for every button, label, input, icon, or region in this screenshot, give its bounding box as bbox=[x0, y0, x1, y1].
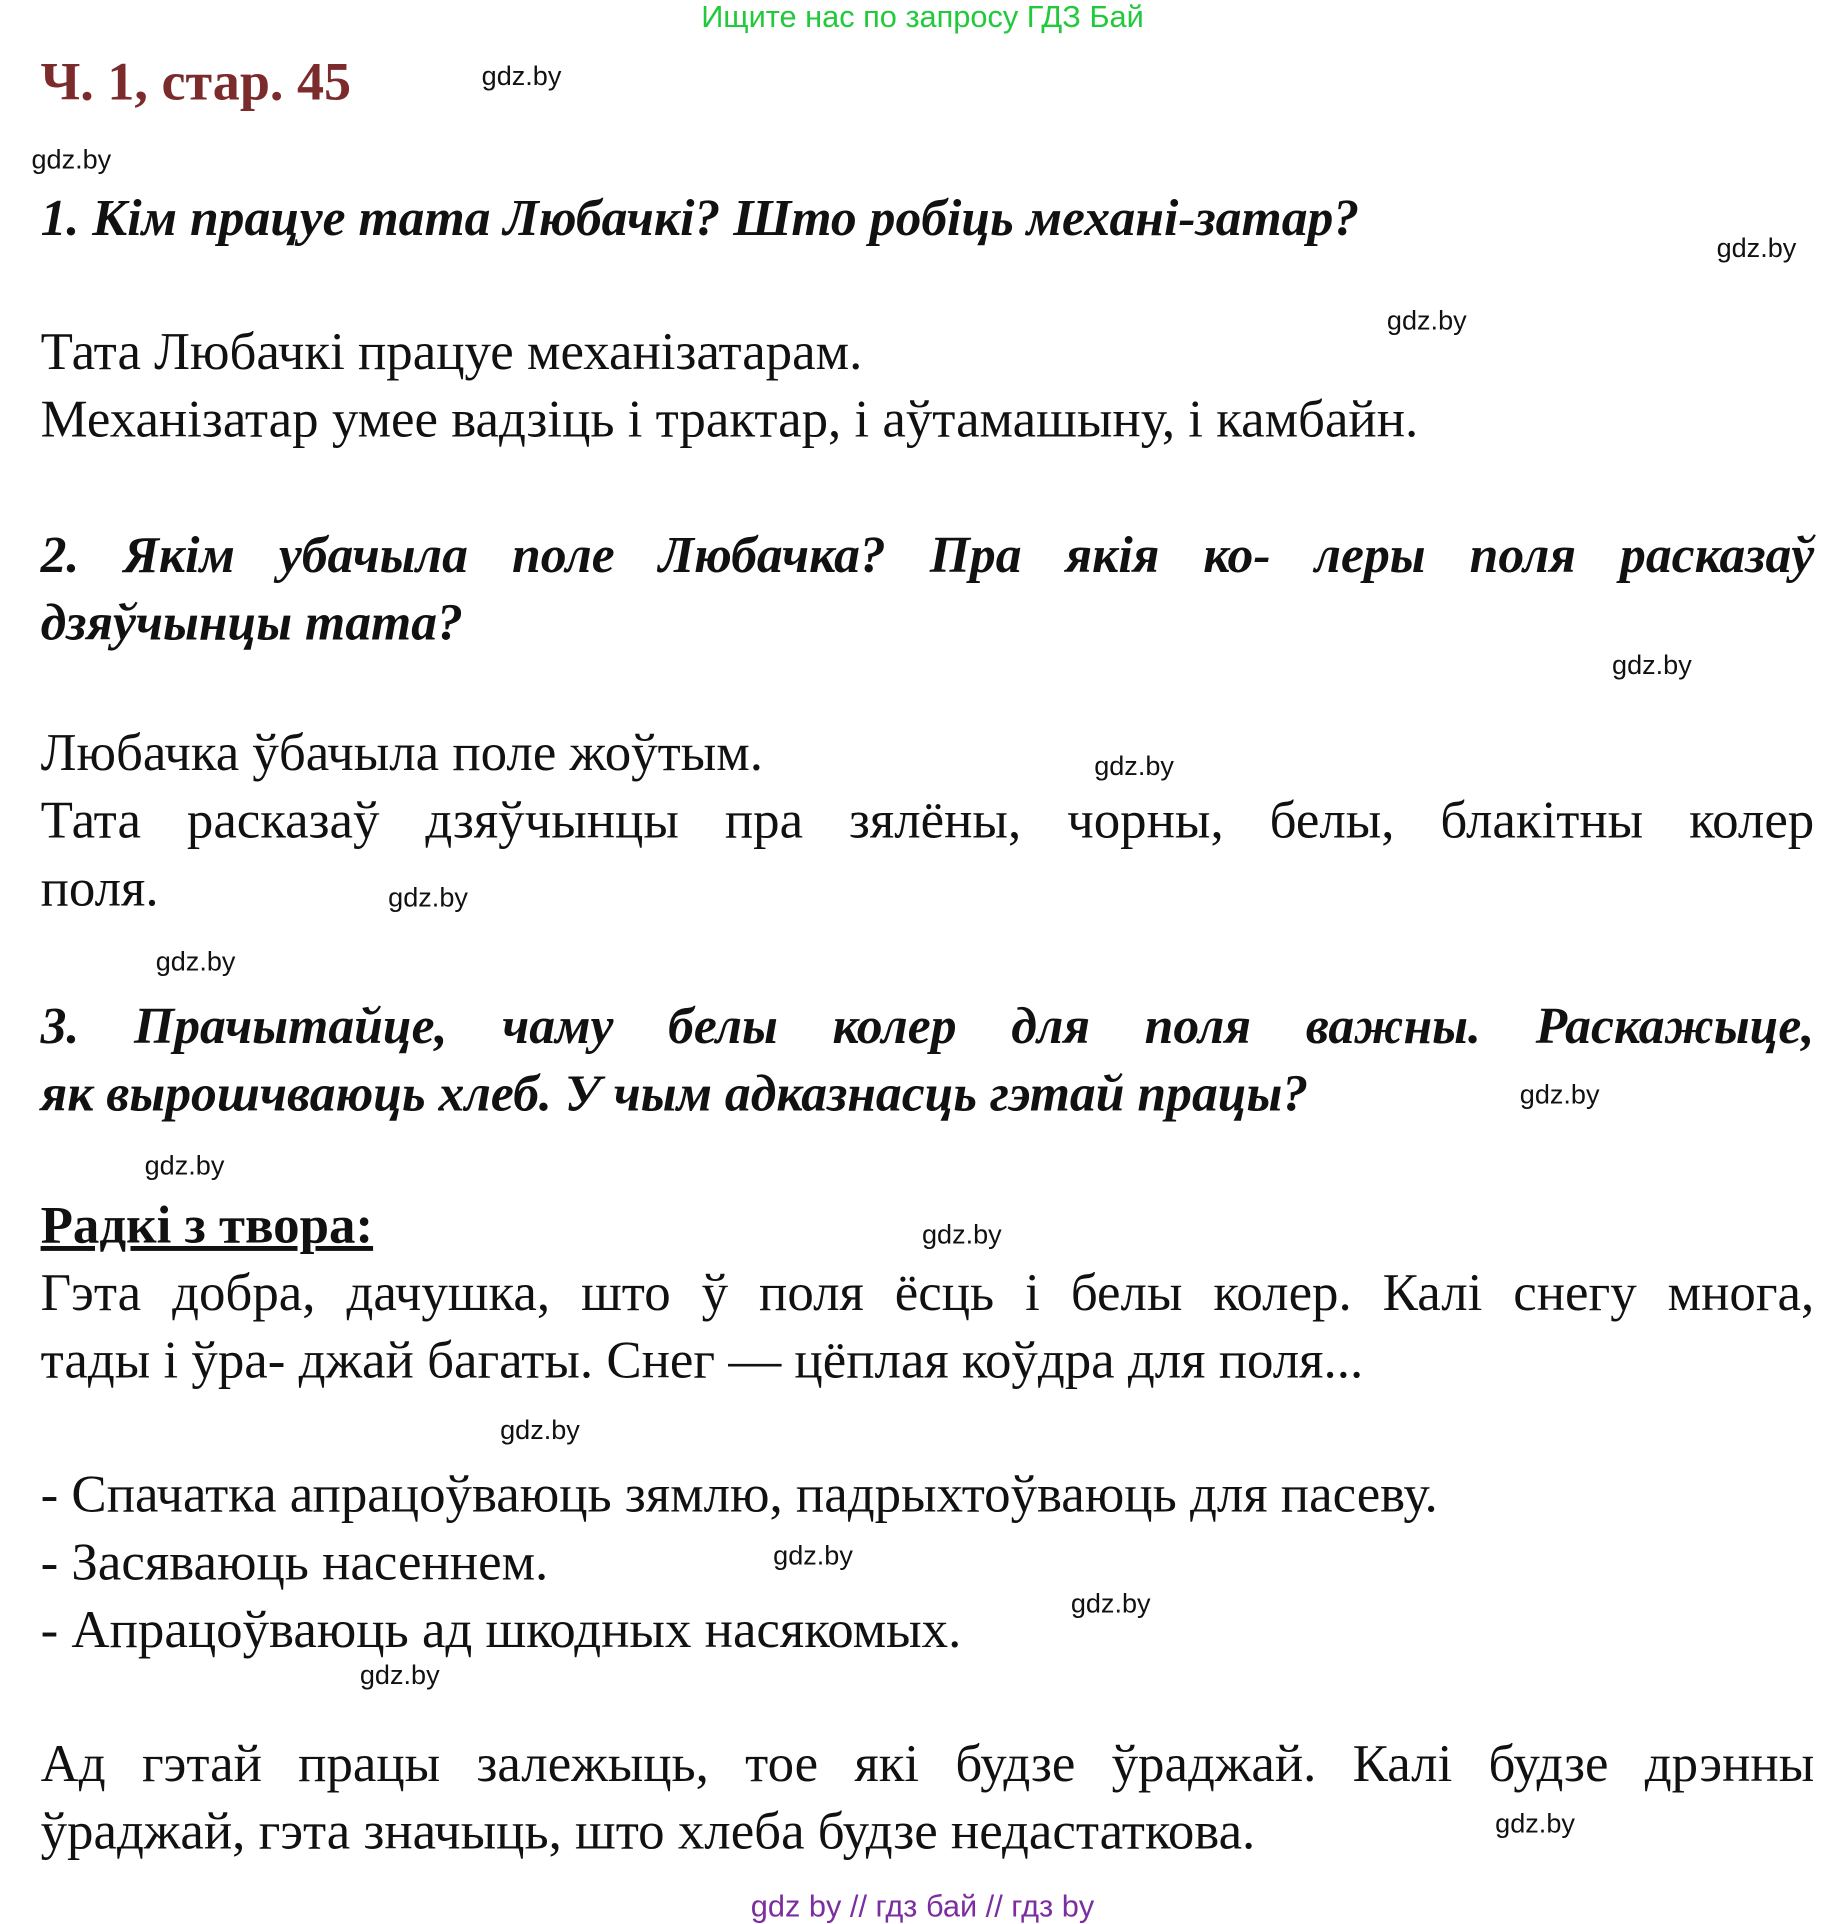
question-3-line: як вырошчваюць хлеб. У чым адказнасць гэтай працы? bbox=[40, 1066, 1309, 1123]
answer-1-line: Тата Любачкі працуе механізатарам. bbox=[40, 323, 863, 382]
question-2-line: 2. Якім убачыла поле Любачка? Пра якія ко- леры поля расказаў bbox=[40, 527, 1815, 585]
quote-heading: Радкі з твора: bbox=[40, 1196, 374, 1255]
answer-2-line: Тата расказаў дзяўчынцы пра зялёны, чорны, белы, блакітны колер bbox=[40, 792, 1815, 850]
watermark: gdz.by bbox=[144, 1150, 225, 1181]
conclusion-line: ўраджай, гэта значыць, што хлеба будзе недастаткова. bbox=[40, 1803, 1256, 1861]
watermark: gdz.by bbox=[921, 1218, 1002, 1250]
watermark: gdz.by bbox=[359, 1659, 440, 1691]
conclusion-line: Ад гэтай працы залежыць, тое які будзе ўраджай. Калі будзе дрэнны bbox=[40, 1735, 1815, 1794]
page-title: Ч. 1, стар. 45 bbox=[40, 51, 352, 112]
answer-2-line: Любачка ўбачыла поле жоўтым. bbox=[40, 724, 763, 783]
search-banner: Ищите нас по запросу ГДЗ Бай bbox=[701, 0, 1144, 35]
answer-2-line: поля. bbox=[40, 859, 159, 918]
watermark: gdz.by bbox=[388, 881, 468, 913]
watermark: gdz.by bbox=[31, 143, 112, 175]
watermark: gdz.by bbox=[500, 1414, 580, 1446]
quote-line: тады і ўра- джай багаты. Снег — цёплая коўдра для поля... bbox=[40, 1332, 1364, 1390]
watermark: gdz.by bbox=[481, 60, 562, 92]
watermark: gdz.by bbox=[1094, 750, 1174, 782]
watermark: gdz.by bbox=[1519, 1078, 1600, 1110]
watermark: gdz.by bbox=[1612, 649, 1692, 681]
question-2-line: дзяўчынцы тата? bbox=[40, 595, 463, 652]
question-3-line: 3. Прачытайце, чаму белы колер для поля важны. Раскажыце, bbox=[40, 998, 1815, 1056]
watermark: gdz.by bbox=[773, 1539, 853, 1571]
step-item: - Спачатка апрацоўваюць зямлю, падрыхтоўваюць для пасеву. bbox=[40, 1466, 1438, 1524]
step-item: - Засяваюць насеннем. bbox=[40, 1533, 549, 1592]
step-item: - Апрацоўваюць ад шкодных насякомых. bbox=[40, 1601, 962, 1660]
watermark: gdz.by bbox=[1495, 1808, 1575, 1839]
question-1: 1. Кім працуе тата Любачкі? Што робіць механі-затар? bbox=[40, 190, 1360, 248]
footer-watermark: gdz by // гдз бай // гдз by bbox=[750, 1889, 1095, 1924]
watermark: gdz.by bbox=[1386, 305, 1467, 336]
quote-line: Гэта добра, дачушка, што ў поля ёсць і белы колер. Калі снегу многа, bbox=[40, 1264, 1815, 1323]
watermark: gdz.by bbox=[1716, 232, 1797, 264]
watermark: gdz.by bbox=[1070, 1587, 1151, 1619]
answer-1-line: Механізатар умее вадзіць і трактар, і аўтамашыну, і камбайн. bbox=[40, 391, 1419, 449]
watermark: gdz.by bbox=[155, 945, 236, 977]
